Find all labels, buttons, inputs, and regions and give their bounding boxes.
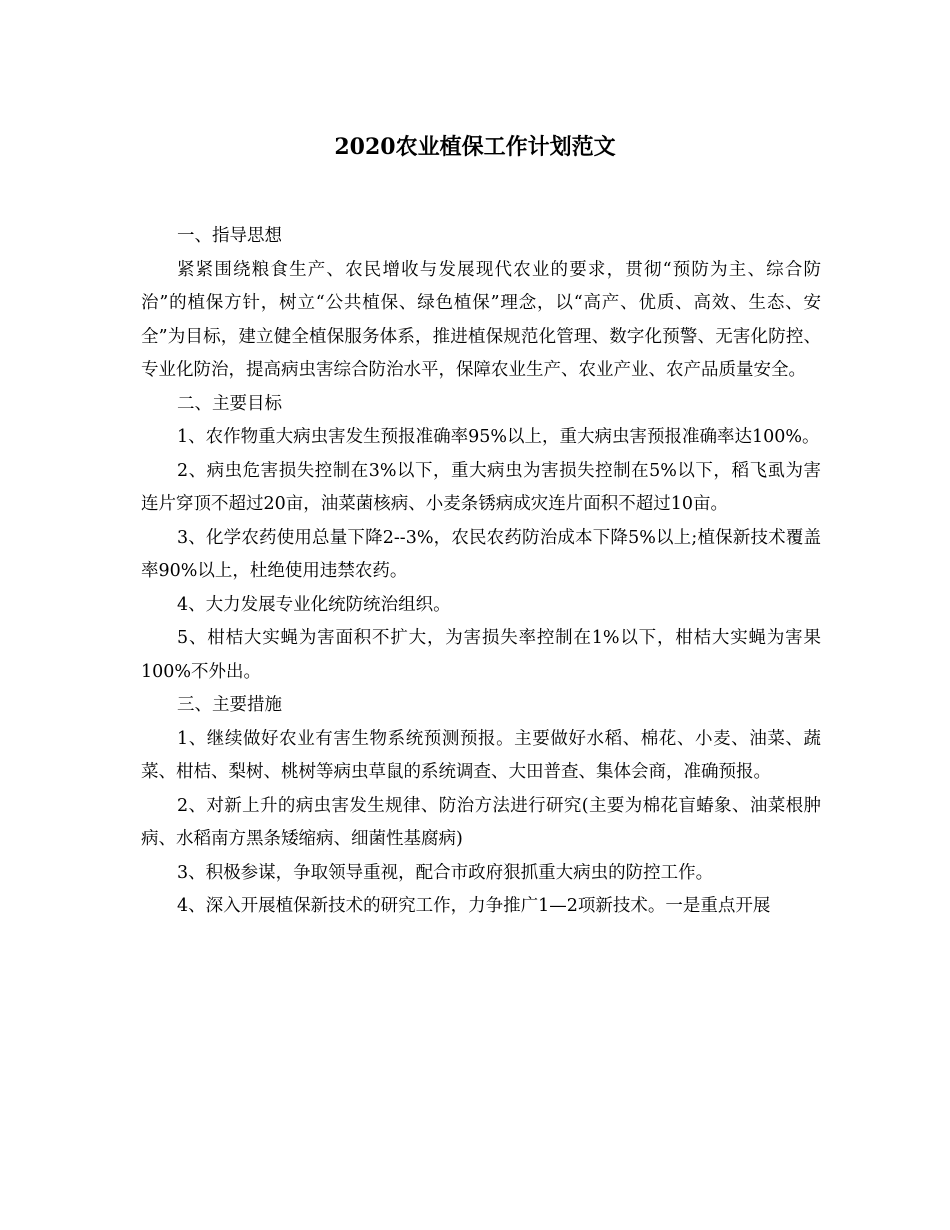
paragraph-guiding-ideology: 紧紧围绕粮食生产、农民增收与发展现代农业的要求，贯彻“预防为主、综合防治”的植保方针，树立“公共植保、绿色植保”理念，以“高产、优质、高效、生态、安全”为目标，建立健全植保服务体系，推进植保规范化管理、数字化预警、无害化防控、专业化防治，提高病虫害综合防治水平，保障农业生产、农业产业、农产品质量安全。 — [141, 259, 821, 380]
document-body — [141, 220, 821, 924]
measure-item-2: 2、对新上升的病虫害发生规律、防治方法进行研究(主要为棉花盲蝽象、油菜根肿病、水稻南方黑条矮缩病、细菌性基腐病) — [141, 795, 821, 849]
section-heading-main-goals: 二、主要目标 — [177, 393, 282, 414]
measure-item-4: 4、深入开展植保新技术的研究工作，力争推广1—2项新技术。一是重点开展 — [177, 896, 771, 916]
measure-item-3: 3、积极参谋，争取领导重视，配合市政府狠抓重大病虫的防控工作。 — [177, 862, 714, 883]
goal-item-5: 5、柑桔大实蝇为害面积不扩大，为害损失率控制在1%以下，柑桔大实蝇为害果100%不外出。 — [141, 628, 821, 682]
measure-item-1: 1、继续做好农业有害生物系统预测预报。主要做好水稻、棉花、小麦、油菜、蔬菜、柑桔、梨树、桃树等病虫草鼠的系统调查、大田普查、集体会商，准确预报。 — [141, 728, 821, 782]
document-title: 2020农业植保工作计划范文 — [334, 134, 616, 160]
goal-item-1: 1、农作物重大病虫害发生预报准确率95%以上，重大病虫害预报准确率达100%。 — [177, 427, 820, 447]
goal-item-2: 2、病虫危害损失控制在3%以下，重大病虫为害损失控制在5%以下，稻飞虱为害连片穿顶不超过20亩，油菜菌核病、小麦条锈病成灾连片面积不超过10亩。 — [141, 460, 821, 514]
goal-item-4: 4、大力发展专业化统防统治组织。 — [177, 594, 451, 615]
section-heading-guiding-ideology: 一、指导思想 — [177, 226, 282, 246]
section-heading-main-measures: 三、主要措施 — [177, 695, 282, 715]
goal-item-3: 3、化学农药使用总量下降2--3%，农民农药防治成本下降5%以上;植保新技术覆盖率90%以上，杜绝使用违禁农药。 — [141, 527, 821, 581]
